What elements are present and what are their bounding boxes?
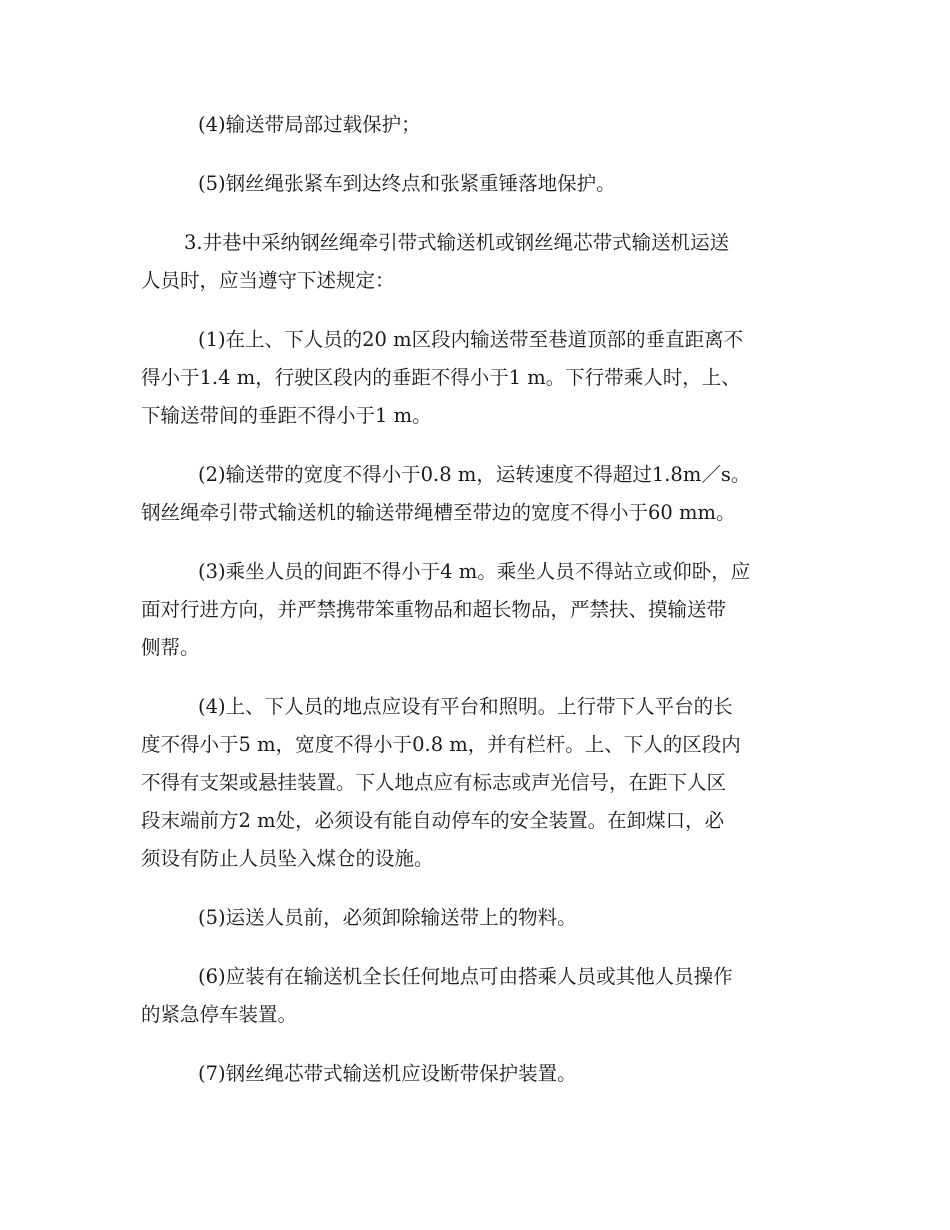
paragraph-section-3 — [141, 224, 811, 300]
text-line: (5)钢丝绳张紧车到达终点和张紧重锤落地保护。 — [198, 172, 616, 195]
text-line: (4)上、下人员的地点应设有平台和照明。上行带下人平台的长 — [198, 695, 733, 718]
text-line: 下输送带间的垂距不得小于1 m。 — [141, 404, 432, 427]
paragraph-rule-5 — [141, 899, 811, 937]
text-line: 不得有支架或悬挂装置。下人地点应有标志或声光信号，在距下人区 — [141, 771, 727, 794]
text-line: 度不得小于5 m，宽度不得小于0.8 m，并有栏杆。上、下人的区段内 — [141, 733, 741, 756]
text-line: (6)应装有在输送机全长任何地点可由搭乘人员或其他人员操作 — [198, 965, 733, 988]
text-line: 3.井巷中采纳钢丝绳牵引带式输送机或钢丝绳芯带式输送机运送 — [184, 231, 730, 254]
text-line: (2)输送带的宽度不得小于0.8 m，运转速度不得超过1.8m／s。 — [198, 463, 751, 486]
text-line: 的紧急停车装置。 — [141, 1003, 298, 1026]
paragraph-rule-2 — [141, 456, 811, 532]
text-line: 段末端前方2 m处，必须设有能自动停车的安全装置。在卸煤口，必 — [141, 809, 725, 832]
paragraph-rule-1 — [141, 321, 811, 435]
text-line: (1)在上、下人员的20 m区段内输送带至巷道顶部的垂直距离不 — [198, 328, 744, 351]
text-line: 须设有防止人员坠入煤仓的设施。 — [141, 847, 434, 870]
document-page — [141, 106, 811, 1114]
text-line: 钢丝绳牵引带式输送机的输送带绳槽至带边的宽度不得小于60 mm。 — [141, 501, 736, 524]
text-line: (7)钢丝绳芯带式输送机应设断带保护装置。 — [198, 1062, 577, 1085]
text-line: 面对行进方向，并严禁携带笨重物品和超长物品，严禁扶、摸输送带 — [141, 598, 727, 621]
paragraph-item-5-tension — [141, 165, 811, 203]
paragraph-rule-7 — [141, 1055, 811, 1093]
paragraph-rule-4 — [141, 688, 811, 878]
text-line: 侧帮。 — [141, 636, 200, 659]
paragraph-rule-3 — [141, 553, 811, 667]
text-line: 人员时，应当遵守下述规定： — [141, 269, 395, 292]
text-line: (5)运送人员前，必须卸除输送带上的物料。 — [198, 906, 577, 929]
text-line: (4)输送带局部过载保护； — [198, 113, 421, 136]
paragraph-item-4-overload — [141, 106, 811, 144]
paragraph-rule-6 — [141, 958, 811, 1034]
text-line: 得小于1.4 m，行驶区段内的垂距不得小于1 m。下行带乘人时，上、 — [141, 366, 741, 389]
text-line: (3)乘坐人员的间距不得小于4 m。乘坐人员不得站立或仰卧，应 — [198, 560, 751, 583]
